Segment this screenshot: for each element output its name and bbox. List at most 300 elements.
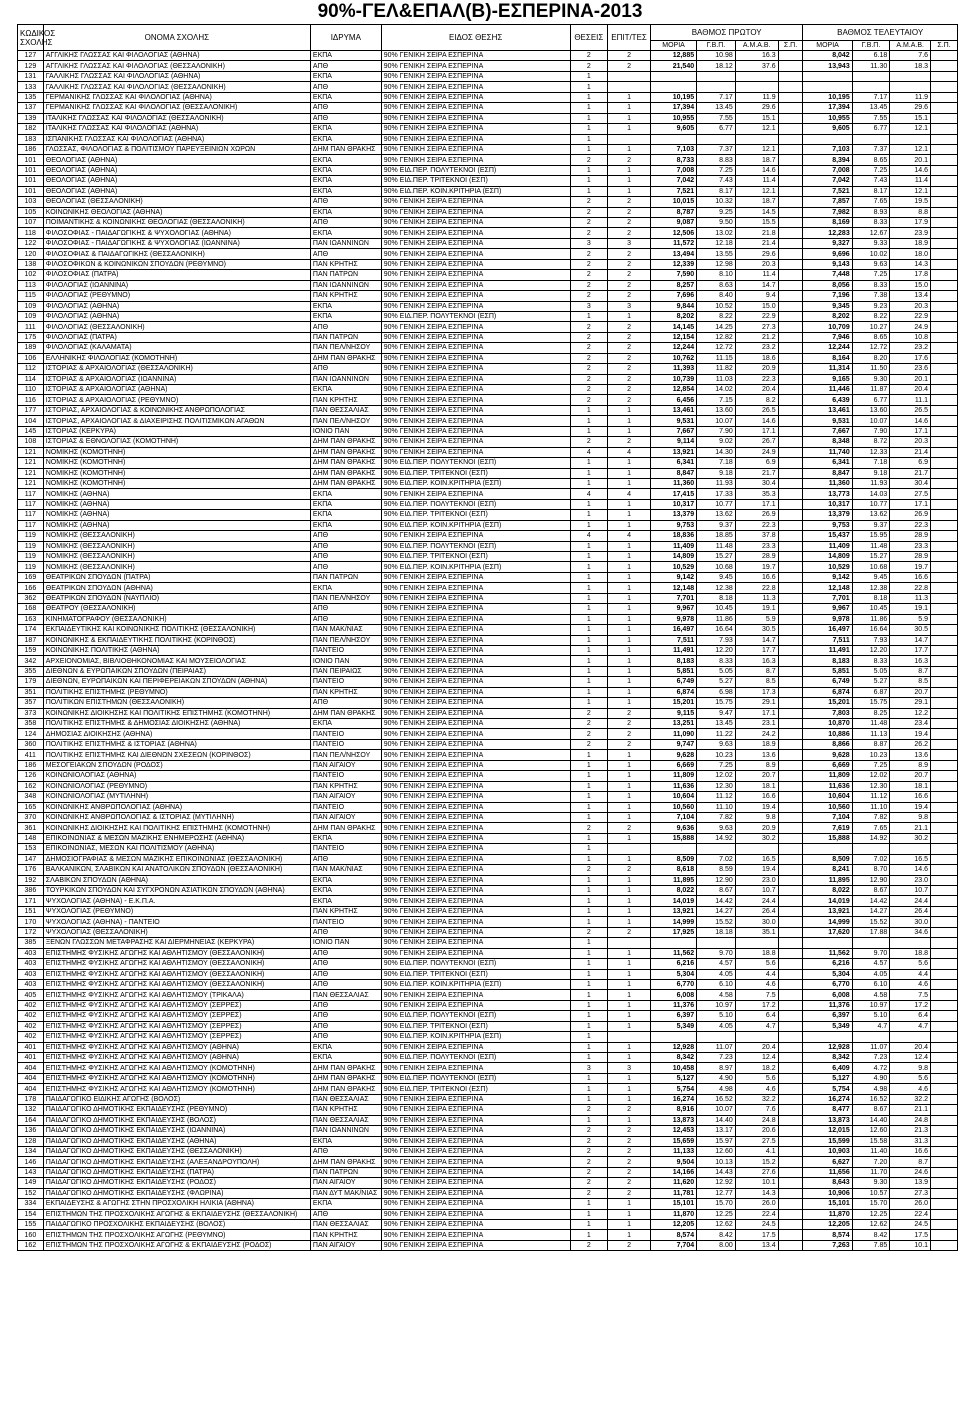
cell-last-amab: 23.3 bbox=[890, 541, 931, 551]
cell-name: ΤΟΥΡΚΙΚΩΝ ΣΠΟΥΔΩΝ ΚΑΙ ΣΥΓΧΡΟΝΩΝ ΑΣΙΑΤΙΚΩΝ ΣΠΟΥΔΩΝ (ΑΘΗΝΑ) bbox=[43, 886, 310, 896]
cell-last-gbp: 11.12 bbox=[852, 792, 890, 802]
cell-first-gbp: 7.25 bbox=[697, 760, 736, 770]
cell-first-amab: 19.4 bbox=[735, 802, 778, 812]
cell-code: 163 bbox=[18, 614, 44, 624]
cell-name: ΕΠΙΣΤΗΜΗΣ ΦΥΣΙΚΗΣ ΑΓΩΓΗΣ ΚΑΙ ΑΘΛΗΤΙΣΜΟΥ (ΣΕΡΡΕΣ) bbox=[43, 1011, 310, 1021]
table-row bbox=[18, 1240, 958, 1250]
cell-type: 90% ΕΙΔ.ΠΕΡ. ΤΡΙΤΕΚΝΟΙ (ΕΣΠ) bbox=[381, 468, 570, 478]
table-row bbox=[18, 666, 958, 676]
cell-last-points: 10,195 bbox=[803, 92, 852, 102]
cell-last-points: 7,521 bbox=[803, 186, 852, 196]
cell-institution: ΕΚΠΑ bbox=[310, 207, 381, 217]
table-row bbox=[18, 677, 958, 687]
cell-name: ΔΙΕΘΝΩΝ & ΕΥΡΩΠΑΙΚΩΝ ΣΠΟΥΔΩΝ (ΠΕΙΡΑΙΑΣ) bbox=[43, 666, 310, 676]
cell-name: ΦΙΛΟΣΟΦΙΑΣ & ΠΑΙΔΑΓΩΓΙΚΗΣ (ΘΕΣΣΑΛΟΝΙΚΗ) bbox=[43, 249, 310, 259]
cell-last-sp bbox=[931, 1199, 958, 1209]
cell-first-gbp: 10.13 bbox=[697, 1157, 736, 1167]
cell-first-gbp: 15.97 bbox=[697, 1136, 736, 1146]
cell-seats: 1 bbox=[570, 510, 608, 520]
cell-first-points: 7,104 bbox=[651, 812, 697, 822]
cell-type: 90% ΕΙΔ.ΠΕΡ. ΠΟΛΥΤΕΚΝΟΙ (ΕΣΠ) bbox=[381, 458, 570, 468]
cell-last-amab: 18.0 bbox=[890, 249, 931, 259]
table-row bbox=[18, 165, 958, 175]
cell-last-sp bbox=[931, 155, 958, 165]
table-row bbox=[18, 990, 958, 1000]
cell-code: 172 bbox=[18, 927, 44, 937]
cell-last-amab: 29.1 bbox=[890, 698, 931, 708]
cell-name: ΦΙΛΟΛΟΓΙΑΣ (ΑΘΗΝΑ) bbox=[43, 301, 310, 311]
table-row bbox=[18, 760, 958, 770]
cell-seats: 2 bbox=[570, 374, 608, 384]
cell-first-gbp: 9.50 bbox=[697, 218, 736, 228]
cell-last-gbp: 10.97 bbox=[852, 1000, 890, 1010]
cell-name: ΠΑΙΔΑΓΩΓΙΚΟ ΔΗΜΟΤΙΚΗΣ ΕΚΠΑΙΔΕΥΣΗΣ (ΡΕΘΥΜΝΟ) bbox=[43, 1105, 310, 1115]
cell-admitted: 2 bbox=[608, 729, 651, 739]
cell-first-points: 7,521 bbox=[651, 186, 697, 196]
cell-institution: ΠΑΝ ΠΕΛ/ΝΗΣΟΥ bbox=[310, 416, 381, 426]
cell-first-amab: 4.6 bbox=[735, 1084, 778, 1094]
cell-first-gbp: 6.77 bbox=[697, 124, 736, 134]
table-row bbox=[18, 51, 958, 61]
cell-admitted: 2 bbox=[608, 927, 651, 937]
cell-first-amab: 15.5 bbox=[735, 218, 778, 228]
cell-seats: 1 bbox=[570, 458, 608, 468]
cell-first-points: 15,659 bbox=[651, 1136, 697, 1146]
cell-last-sp bbox=[931, 1126, 958, 1136]
cell-code: 401 bbox=[18, 1053, 44, 1063]
cell-last-points: 12,015 bbox=[803, 1126, 852, 1136]
cell-last-amab: 20.4 bbox=[890, 1042, 931, 1052]
cell-first-amab: 9.8 bbox=[735, 812, 778, 822]
cell-first-points: 5,349 bbox=[651, 1021, 697, 1031]
cell-name: ΣΛΑΒΙΚΩΝ ΣΠΟΥΔΩΝ (ΑΘΗΝΑ) bbox=[43, 875, 310, 885]
cell-first-points: 11,870 bbox=[651, 1209, 697, 1219]
cell-first-gbp: 14.02 bbox=[697, 385, 736, 395]
cell-first-points: 11,491 bbox=[651, 645, 697, 655]
cell-code: 116 bbox=[18, 395, 44, 405]
cell-admitted: 2 bbox=[608, 739, 651, 749]
cell-last-sp bbox=[931, 729, 958, 739]
cell-institution: ΕΚΠΑ bbox=[310, 155, 381, 165]
cell-last-gbp: 12.30 bbox=[852, 781, 890, 791]
cell-last-amab: 17.7 bbox=[890, 645, 931, 655]
cell-last-amab bbox=[890, 1032, 931, 1042]
cell-name: ΝΟΜΙΚΗΣ (ΑΘΗΝΑ) bbox=[43, 489, 310, 499]
cell-seats: 1 bbox=[570, 979, 608, 989]
cell-type: 90% ΕΙΔ.ΠΕΡ. ΤΡΙΤΕΚΝΟΙ (ΕΣΠ) bbox=[381, 176, 570, 186]
cell-first-points: 12,453 bbox=[651, 1126, 697, 1136]
cell-first-gbp: 10.98 bbox=[697, 51, 736, 61]
cell-institution: ΕΚΠΑ bbox=[310, 1136, 381, 1146]
table-row bbox=[18, 332, 958, 342]
cell-last-amab: 6.9 bbox=[890, 458, 931, 468]
subheader-4: ΜΟΡΙΑ bbox=[803, 41, 852, 51]
cell-type: 90% ΕΙΔ.ΠΕΡ. ΠΟΛΥΤΕΚΝΟΙ (ΕΣΠ) bbox=[381, 499, 570, 509]
cell-name: ΕΠΙΣΤΗΜΗΣ ΦΥΣΙΚΗΣ ΑΓΩΓΗΣ ΚΑΙ ΑΘΛΗΤΙΣΜΟΥ (ΚΟΜΟΤΗΝΗ) bbox=[43, 1073, 310, 1083]
cell-code: 146 bbox=[18, 1157, 44, 1167]
cell-admitted: 2 bbox=[608, 395, 651, 405]
cell-first-sp bbox=[778, 1063, 803, 1073]
cell-institution: ΕΚΠΑ bbox=[310, 134, 381, 144]
cell-first-sp bbox=[778, 781, 803, 791]
cell-code: 189 bbox=[18, 343, 44, 353]
cell-code: 110 bbox=[18, 385, 44, 395]
cell-first-points: 9,978 bbox=[651, 614, 697, 624]
cell-last-gbp: 9.45 bbox=[852, 572, 890, 582]
cell-code: 122 bbox=[18, 238, 44, 248]
cell-admitted: 1 bbox=[608, 103, 651, 113]
cell-first-sp bbox=[778, 197, 803, 207]
table-row bbox=[18, 656, 958, 666]
cell-name: ΦΙΛΟΛΟΓΙΑΣ (ΠΑΤΡΑ) bbox=[43, 332, 310, 342]
cell-last-gbp bbox=[852, 844, 890, 854]
cell-last-points: 8,042 bbox=[803, 51, 852, 61]
cell-admitted: 2 bbox=[608, 364, 651, 374]
cell-first-amab: 16.5 bbox=[735, 854, 778, 864]
cell-last-sp bbox=[931, 322, 958, 332]
cell-last-gbp: 5.05 bbox=[852, 666, 890, 676]
cell-last-sp bbox=[931, 280, 958, 290]
cell-first-points: 17,394 bbox=[651, 103, 697, 113]
cell-last-amab: 17.5 bbox=[890, 1230, 931, 1240]
table-row bbox=[18, 416, 958, 426]
cell-code: 121 bbox=[18, 468, 44, 478]
table-row bbox=[18, 1230, 958, 1240]
cell-name: ΘΕΑΤΡΙΚΩΝ ΣΠΟΥΔΩΝ (ΝΑΥΠΛΙΟ) bbox=[43, 593, 310, 603]
cell-first-points: 12,154 bbox=[651, 332, 697, 342]
cell-first-sp bbox=[778, 729, 803, 739]
table-row bbox=[18, 635, 958, 645]
cell-admitted: 2 bbox=[608, 1157, 651, 1167]
cell-last-points: 7,619 bbox=[803, 823, 852, 833]
cell-first-points: 9,531 bbox=[651, 416, 697, 426]
cell-first-sp bbox=[778, 103, 803, 113]
cell-last-sp bbox=[931, 447, 958, 457]
cell-institution: ΕΚΠΑ bbox=[310, 719, 381, 729]
cell-last-sp bbox=[931, 1115, 958, 1125]
cell-seats: 1 bbox=[570, 583, 608, 593]
cell-first-amab: 19.7 bbox=[735, 562, 778, 572]
cell-last-sp bbox=[931, 374, 958, 384]
cell-code: 162 bbox=[18, 1240, 44, 1250]
cell-first-points: 9,967 bbox=[651, 604, 697, 614]
cell-seats: 1 bbox=[570, 750, 608, 760]
cell-first-gbp bbox=[697, 938, 736, 948]
cell-name: ΙΣΠΑΝΙΚΗΣ ΓΛΩΣΣΑΣ ΚΑΙ ΦΙΛΟΛΟΓΙΑΣ (ΑΘΗΝΑ) bbox=[43, 134, 310, 144]
table-body bbox=[18, 51, 958, 1251]
cell-seats: 1 bbox=[570, 666, 608, 676]
cell-type: 90% ΓΕΝΙΚΗ ΣΕΙΡΑ ΕΣΠΕΡΙΝΑ bbox=[381, 802, 570, 812]
cell-institution: ΑΠΘ bbox=[310, 541, 381, 551]
cell-last-amab: 26.9 bbox=[890, 510, 931, 520]
cell-first-amab: 5.6 bbox=[735, 1073, 778, 1083]
cell-first-amab: 29.6 bbox=[735, 249, 778, 259]
cell-first-gbp: 15.70 bbox=[697, 1199, 736, 1209]
cell-institution: ΑΠΘ bbox=[310, 698, 381, 708]
cell-last-gbp: 14.40 bbox=[852, 1115, 890, 1125]
cell-admitted: 2 bbox=[608, 1136, 651, 1146]
cell-admitted: 2 bbox=[608, 280, 651, 290]
cell-seats: 3 bbox=[570, 301, 608, 311]
cell-first-gbp: 10.68 bbox=[697, 562, 736, 572]
cell-first-points: 11,572 bbox=[651, 238, 697, 248]
cell-last-amab: 19.4 bbox=[890, 729, 931, 739]
cell-first-amab: 26.5 bbox=[735, 405, 778, 415]
cell-type: 90% ΕΙΔ.ΠΕΡ. ΚΟΙΝ.ΚΡΙΤΗΡΙΑ (ΕΣΠ) bbox=[381, 1032, 570, 1042]
cell-first-sp bbox=[778, 259, 803, 269]
cell-last-points: 10,529 bbox=[803, 562, 852, 572]
cell-code: 404 bbox=[18, 1063, 44, 1073]
cell-code: 362 bbox=[18, 593, 44, 603]
table-row bbox=[18, 197, 958, 207]
cell-last-amab: 23.0 bbox=[890, 875, 931, 885]
cell-first-points: 10,762 bbox=[651, 353, 697, 363]
cell-last-points: 8,202 bbox=[803, 311, 852, 321]
table-row bbox=[18, 1032, 958, 1042]
cell-first-sp bbox=[778, 1240, 803, 1250]
cell-seats: 1 bbox=[570, 760, 608, 770]
cell-seats: 2 bbox=[570, 291, 608, 301]
cell-first-amab bbox=[735, 134, 778, 144]
cell-first-amab: 30.5 bbox=[735, 625, 778, 635]
cell-type: 90% ΓΕΝΙΚΗ ΣΕΙΡΑ ΕΣΠΕΡΙΝΑ bbox=[381, 698, 570, 708]
cell-first-gbp: 9.25 bbox=[697, 207, 736, 217]
cell-first-points: 14,809 bbox=[651, 552, 697, 562]
cell-seats: 1 bbox=[570, 103, 608, 113]
cell-first-amab: 8.9 bbox=[735, 760, 778, 770]
cell-code: 348 bbox=[18, 792, 44, 802]
cell-last-gbp: 12.60 bbox=[852, 1126, 890, 1136]
cell-code: 373 bbox=[18, 708, 44, 718]
cell-first-gbp: 10.45 bbox=[697, 604, 736, 614]
cell-code: 178 bbox=[18, 1094, 44, 1104]
cell-name: ΙΣΤΟΡΙΑΣ (ΚΕΡΚΥΡΑ) bbox=[43, 426, 310, 436]
cell-seats: 1 bbox=[570, 92, 608, 102]
cell-last-points: 15,599 bbox=[803, 1136, 852, 1146]
cell-last-points: 5,127 bbox=[803, 1073, 852, 1083]
cell-last-sp bbox=[931, 395, 958, 405]
table-row bbox=[18, 1000, 958, 1010]
cell-first-amab: 26.4 bbox=[735, 906, 778, 916]
cell-seats: 2 bbox=[570, 395, 608, 405]
cell-last-amab: 5.6 bbox=[890, 1073, 931, 1083]
cell-seats: 1 bbox=[570, 124, 608, 134]
cell-first-gbp: 12.20 bbox=[697, 645, 736, 655]
table-row bbox=[18, 61, 958, 71]
table-row bbox=[18, 750, 958, 760]
cell-seats: 2 bbox=[570, 729, 608, 739]
table-row bbox=[18, 604, 958, 614]
cell-institution: ΕΚΠΑ bbox=[310, 489, 381, 499]
cell-first-gbp: 18.12 bbox=[697, 61, 736, 71]
cell-admitted: 1 bbox=[608, 176, 651, 186]
cell-last-gbp: 7.43 bbox=[852, 176, 890, 186]
cell-last-gbp: 8.17 bbox=[852, 186, 890, 196]
cell-last-points: 13,461 bbox=[803, 405, 852, 415]
cell-last-sp bbox=[931, 343, 958, 353]
cell-last-amab: 30.4 bbox=[890, 478, 931, 488]
cell-last-points: 9,696 bbox=[803, 249, 852, 259]
table-row bbox=[18, 583, 958, 593]
cell-last-points: 11,376 bbox=[803, 1000, 852, 1010]
cell-last-sp bbox=[931, 311, 958, 321]
cell-seats: 1 bbox=[570, 311, 608, 321]
cell-first-amab: 4.4 bbox=[735, 969, 778, 979]
cell-first-points: 13,379 bbox=[651, 510, 697, 520]
cell-admitted: 1 bbox=[608, 760, 651, 770]
table-row bbox=[18, 499, 958, 509]
cell-first-points: 6,341 bbox=[651, 458, 697, 468]
cell-type: 90% ΕΙΔ.ΠΕΡ. ΚΟΙΝ.ΚΡΙΤΗΡΙΑ (ΕΣΠ) bbox=[381, 520, 570, 530]
cell-institution: ΠΑΝ ΚΡΗΤΗΣ bbox=[310, 781, 381, 791]
cell-last-amab: 19.5 bbox=[890, 197, 931, 207]
cell-name: ΜΕΣΟΓΕΙΑΚΩΝ ΣΠΟΥΔΩΝ (ΡΟΔΟΣ) bbox=[43, 760, 310, 770]
cell-type: 90% ΓΕΝΙΚΗ ΣΕΙΡΑ ΕΣΠΕΡΙΝΑ bbox=[381, 103, 570, 113]
cell-first-sp bbox=[778, 969, 803, 979]
cell-last-points: 8,183 bbox=[803, 656, 852, 666]
cell-type: 90% ΓΕΝΙΚΗ ΣΕΙΡΑ ΕΣΠΕΡΙΝΑ bbox=[381, 61, 570, 71]
cell-last-amab: 16.6 bbox=[890, 792, 931, 802]
cell-admitted: 2 bbox=[608, 322, 651, 332]
cell-first-points bbox=[651, 71, 697, 81]
cell-last-amab: 12.1 bbox=[890, 186, 931, 196]
cell-last-sp bbox=[931, 792, 958, 802]
cell-last-gbp: 5.27 bbox=[852, 677, 890, 687]
cell-last-sp bbox=[931, 906, 958, 916]
cell-last-points: 9,605 bbox=[803, 124, 852, 134]
cell-last-sp bbox=[931, 1178, 958, 1188]
cell-institution: ΔΗΜ ΠΑΝ ΘΡΑΚΗΣ bbox=[310, 458, 381, 468]
cell-first-gbp: 8.00 bbox=[697, 1240, 736, 1250]
table-row bbox=[18, 896, 958, 906]
cell-seats: 1 bbox=[570, 698, 608, 708]
cell-first-amab: 17.3 bbox=[735, 687, 778, 697]
cell-admitted: 1 bbox=[608, 604, 651, 614]
cell-last-sp bbox=[931, 218, 958, 228]
cell-last-sp bbox=[931, 635, 958, 645]
cell-institution: ΑΠΘ bbox=[310, 1021, 381, 1031]
cell-admitted: 2 bbox=[608, 259, 651, 269]
cell-code: 104 bbox=[18, 416, 44, 426]
cell-seats: 1 bbox=[570, 938, 608, 948]
cell-last-points: 8,342 bbox=[803, 1053, 852, 1063]
cell-first-amab: 27.6 bbox=[735, 1167, 778, 1177]
cell-type: 90% ΓΕΝΙΚΗ ΣΕΙΡΑ ΕΣΠΕΡΙΝΑ bbox=[381, 395, 570, 405]
cell-admitted: 1 bbox=[608, 979, 651, 989]
cell-first-amab: 17.1 bbox=[735, 499, 778, 509]
cell-first-amab: 11.9 bbox=[735, 92, 778, 102]
table-row bbox=[18, 176, 958, 186]
cell-last-gbp: 14.42 bbox=[852, 896, 890, 906]
cell-first-gbp: 7.37 bbox=[697, 144, 736, 154]
cell-last-points: 11,491 bbox=[803, 645, 852, 655]
subheader-3: Σ.Π. bbox=[778, 41, 803, 51]
cell-type: 90% ΓΕΝΙΚΗ ΣΕΙΡΑ ΕΣΠΕΡΙΝΑ bbox=[381, 917, 570, 927]
table-row bbox=[18, 322, 958, 332]
cell-institution: ΕΚΠΑ bbox=[310, 520, 381, 530]
cell-type: 90% ΓΕΝΙΚΗ ΣΕΙΡΑ ΕΣΠΕΡΙΝΑ bbox=[381, 374, 570, 384]
cell-code: 402 bbox=[18, 1021, 44, 1031]
cell-first-sp bbox=[778, 1032, 803, 1042]
cell-last-sp bbox=[931, 1136, 958, 1146]
cell-last-points: 6,397 bbox=[803, 1011, 852, 1021]
cell-admitted: 1 bbox=[608, 1084, 651, 1094]
cell-name: ΕΠΙΣΤΗΜΗΣ ΦΥΣΙΚΗΣ ΑΓΩΓΗΣ ΚΑΙ ΑΘΛΗΤΙΣΜΟΥ (ΣΕΡΡΕΣ) bbox=[43, 1021, 310, 1031]
cell-first-amab: 14.6 bbox=[735, 416, 778, 426]
cell-first-points: 8,916 bbox=[651, 1105, 697, 1115]
cell-name: ΕΠΙΣΤΗΜΗΣ ΦΥΣΙΚΗΣ ΑΓΩΓΗΣ ΚΑΙ ΑΘΛΗΤΙΣΜΟΥ (ΚΟΜΟΤΗΝΗ) bbox=[43, 1063, 310, 1073]
cell-seats: 1 bbox=[570, 604, 608, 614]
cell-institution: ΠΑΝ ΘΕΣΣΑΛΙΑΣ bbox=[310, 1094, 381, 1104]
cell-type: 90% ΓΕΝΙΚΗ ΣΕΙΡΑ ΕΣΠΕΡΙΝΑ bbox=[381, 990, 570, 1000]
table-row bbox=[18, 207, 958, 217]
cell-institution: ΔΗΜ ΠΑΝ ΘΡΑΚΗΣ bbox=[310, 144, 381, 154]
cell-last-sp bbox=[931, 437, 958, 447]
cell-code: 121 bbox=[18, 478, 44, 488]
cell-last-gbp bbox=[852, 1032, 890, 1042]
cell-last-sp bbox=[931, 990, 958, 1000]
cell-first-points: 8,022 bbox=[651, 886, 697, 896]
cell-institution: ΕΚΠΑ bbox=[310, 51, 381, 61]
cell-last-amab: 21.1 bbox=[890, 823, 931, 833]
cell-last-points: 9,165 bbox=[803, 374, 852, 384]
table-row bbox=[18, 291, 958, 301]
cell-last-sp bbox=[931, 844, 958, 854]
cell-seats: 1 bbox=[570, 1199, 608, 1209]
cell-last-points: 8,241 bbox=[803, 865, 852, 875]
cell-admitted: 1 bbox=[608, 1094, 651, 1104]
cell-last-amab: 14.6 bbox=[890, 865, 931, 875]
table-row bbox=[18, 259, 958, 269]
cell-first-amab: 11.4 bbox=[735, 270, 778, 280]
cell-first-points: 9,753 bbox=[651, 520, 697, 530]
cell-first-sp bbox=[778, 865, 803, 875]
cell-first-amab: 7.5 bbox=[735, 990, 778, 1000]
cell-last-amab: 18.8 bbox=[890, 948, 931, 958]
cell-code: 357 bbox=[18, 698, 44, 708]
cell-last-sp bbox=[931, 1188, 958, 1198]
cell-admitted: 1 bbox=[608, 416, 651, 426]
cell-first-gbp: 13.45 bbox=[697, 719, 736, 729]
cell-first-amab bbox=[735, 844, 778, 854]
cell-first-sp bbox=[778, 520, 803, 530]
cell-first-gbp: 12.02 bbox=[697, 771, 736, 781]
cell-seats: 1 bbox=[570, 82, 608, 92]
cell-institution: ΕΚΠΑ bbox=[310, 583, 381, 593]
cell-last-gbp: 10.77 bbox=[852, 499, 890, 509]
cell-last-gbp: 9.37 bbox=[852, 520, 890, 530]
table-row bbox=[18, 1021, 958, 1031]
cell-last-sp bbox=[931, 103, 958, 113]
cell-first-points: 8,787 bbox=[651, 207, 697, 217]
cell-name: ΚΟΙΝΩΝΙΟΛΟΓΙΑΣ (ΜΥΤΙΛΗΝΗ) bbox=[43, 792, 310, 802]
cell-first-points: 8,257 bbox=[651, 280, 697, 290]
cell-last-gbp: 10.68 bbox=[852, 562, 890, 572]
cell-last-points: 16,497 bbox=[803, 625, 852, 635]
cell-institution: ΠΑΝ ΘΕΣΣΑΛΙΑΣ bbox=[310, 405, 381, 415]
cell-type: 90% ΓΕΝΙΚΗ ΣΕΙΡΑ ΕΣΠΕΡΙΝΑ bbox=[381, 228, 570, 238]
cell-last-amab: 26.4 bbox=[890, 906, 931, 916]
cell-type: 90% ΓΕΝΙΚΗ ΣΕΙΡΑ ΕΣΠΕΡΙΝΑ bbox=[381, 645, 570, 655]
cell-type: 90% ΓΕΝΙΚΗ ΣΕΙΡΑ ΕΣΠΕΡΙΝΑ bbox=[381, 677, 570, 687]
cell-seats: 1 bbox=[570, 572, 608, 582]
cell-admitted: 1 bbox=[608, 792, 651, 802]
table-row bbox=[18, 249, 958, 259]
cell-first-gbp: 8.22 bbox=[697, 311, 736, 321]
cell-last-gbp: 4.57 bbox=[852, 959, 890, 969]
cell-name: ΕΠΙΣΤΗΜΗΣ ΦΥΣΙΚΗΣ ΑΓΩΓΗΣ ΚΑΙ ΑΘΛΗΤΙΣΜΟΥ (ΑΘΗΝΑ) bbox=[43, 1042, 310, 1052]
cell-first-amab: 19.1 bbox=[735, 604, 778, 614]
